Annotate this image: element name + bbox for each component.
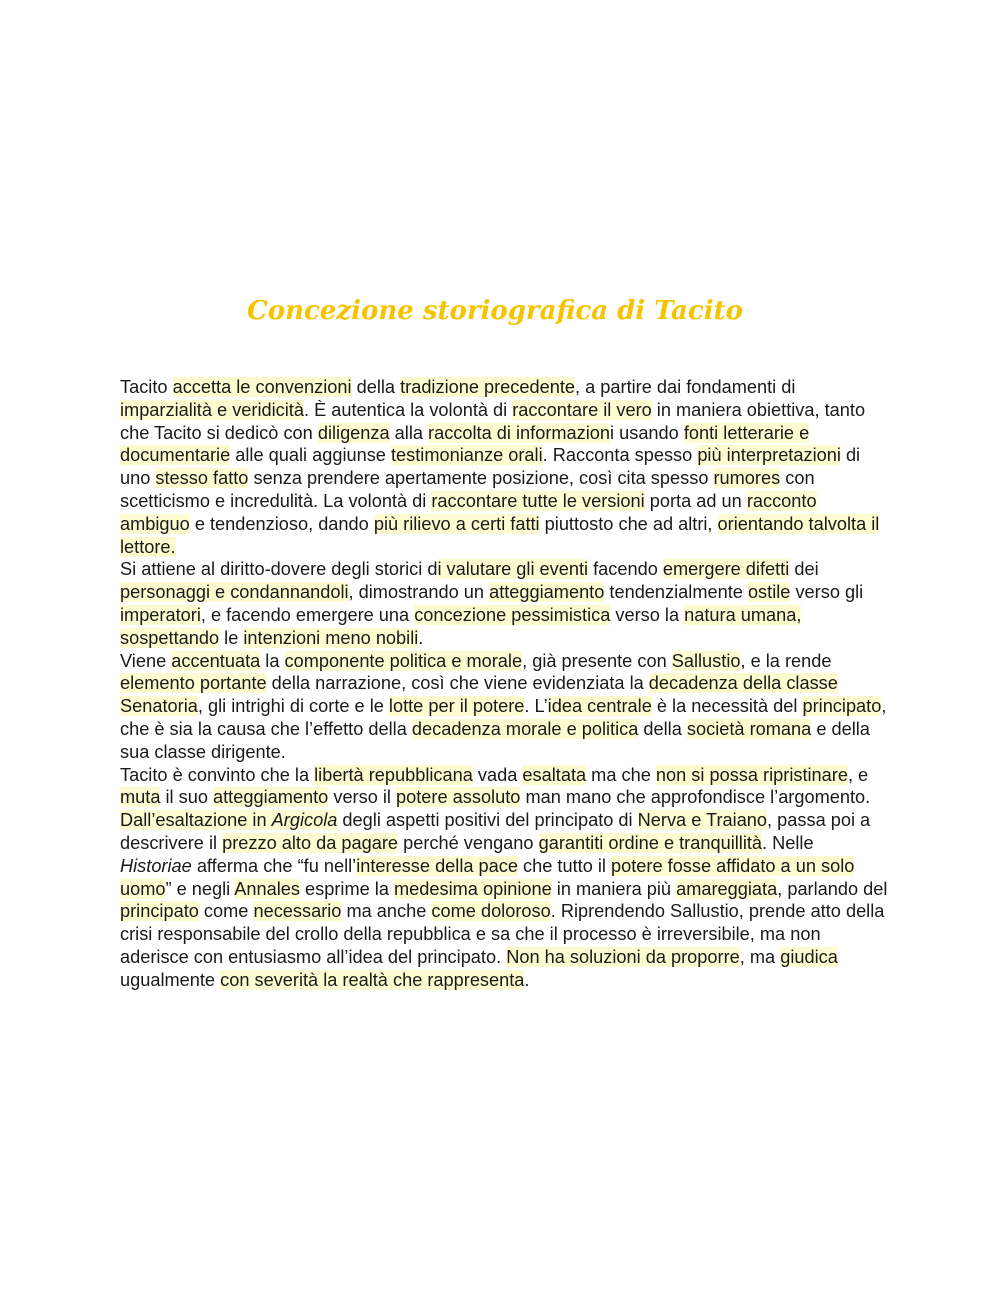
highlighted-text: idea centrale — [547, 696, 652, 717]
text-span: , a partire dai fondamenti di — [575, 377, 796, 397]
text-span: di uno — [120, 445, 861, 489]
text-span: Historiae — [120, 855, 192, 876]
highlighted-text: come doloroso — [431, 901, 551, 922]
highlighted-text: più rilievo a certi fatti — [373, 513, 540, 534]
highlighted-text: Non ha soluzioni da proporre — [506, 946, 740, 967]
text-span: ma anche — [341, 901, 432, 922]
text-span: man mano che approfondisce l’argomento. — [520, 787, 871, 808]
highlighted-text: raccontare il vero — [512, 399, 652, 420]
text-span: alle quali aggiunse — [230, 445, 391, 466]
text-span: , e — [847, 764, 869, 785]
highlighted-text: esaltata — [522, 764, 587, 785]
highlighted-text: imperatori — [120, 604, 201, 625]
highlighted-text: decadenza della classe Senatoria — [120, 673, 838, 717]
text-span: . Riprendendo Sallustio, prende atto della crisi responsabile del crollo della repubblica e sa che il processo è irreversibile, ma non aderisce con entusiasmo all’idea del principato. — [120, 901, 885, 967]
text-span: porta ad un — [644, 490, 747, 511]
highlighted-text: diligenza — [317, 422, 390, 443]
highlighted-text: rumores — [713, 468, 781, 489]
highlighted-text: società romana — [686, 718, 812, 739]
highlighted-text: ostile — [747, 582, 791, 603]
highlighted-text: con severità la realtà che rappresenta — [220, 969, 525, 990]
highlighted-text: raccontare tutte le versioni — [431, 490, 645, 511]
highlighted-text: accentuata — [171, 650, 261, 671]
highlighted-text: Annales — [234, 878, 300, 899]
highlighted-text: testimonianze orali — [390, 445, 543, 466]
text-span: ” e negli — [165, 878, 235, 899]
highlighted-text: garantiti ordine e tranquillità — [538, 832, 763, 853]
text-span: tendenzialmente — [604, 582, 748, 603]
text-span: . — [524, 969, 530, 990]
text-span: , passa poi a descrivere il — [120, 810, 871, 853]
text-span: le — [219, 627, 244, 648]
text-span: , dimostrando un — [348, 582, 490, 603]
text-span: Tacito — [120, 377, 173, 397]
highlighted-text: più interpretazioni — [697, 445, 841, 466]
highlighted-text: raccolta di informazion — [428, 422, 611, 443]
text-span: come — [198, 901, 254, 922]
text-span: che tutto il — [518, 855, 612, 876]
text-span: degli aspetti positivi del principato di — [337, 810, 638, 831]
text-span: , che è sia la causa che l’effetto della — [120, 696, 887, 739]
text-span: verso la — [610, 604, 685, 625]
text-span: della narrazione, così che viene evidenziata la — [266, 673, 649, 694]
text-span: della — [638, 718, 687, 739]
highlighted-text: medesima opinione — [394, 878, 552, 899]
text-span: , già presente con — [522, 650, 672, 671]
text-span: , ma — [739, 946, 781, 967]
text-span: Tacito è convinto che la — [120, 764, 315, 785]
text-span: , parlando del — [777, 878, 888, 899]
highlighted-text: giudica — [780, 946, 838, 967]
text-span: . — [418, 627, 424, 648]
text-span: ugualmente — [120, 969, 221, 990]
text-span: i usando — [610, 422, 684, 443]
highlighted-text: stesso fatto — [155, 468, 249, 489]
highlighted-text: componente politica e morale — [284, 650, 523, 671]
text-span: afferma che “fu nell’ — [191, 855, 357, 876]
text-span: con scetticismo e incredulità. La volontà di — [120, 468, 815, 511]
text-span: verso gli — [790, 582, 864, 603]
paragraph — [120, 558, 890, 649]
text-span: in maniera obiettiva, tanto che Tacito si dedicò con — [120, 399, 866, 443]
text-span: esprime la — [300, 878, 395, 899]
text-span: . Racconta spesso — [542, 445, 698, 466]
highlighted-text: natura umana, sospettando — [120, 604, 802, 648]
highlighted-text: libertà repubblicana — [314, 764, 473, 785]
text-span: ma che — [586, 764, 656, 785]
highlighted-text: decadenza morale e politica — [411, 718, 639, 739]
text-span: , e la rende — [740, 650, 832, 671]
highlighted-text: interesse della pace — [356, 855, 518, 876]
highlighted-text: atteggiamento — [213, 787, 329, 808]
highlighted-text: tradizione precedente — [400, 377, 576, 397]
paragraph — [120, 764, 890, 992]
text-span: . L’ — [524, 696, 548, 717]
highlighted-text: Nerva e Traiano — [637, 810, 768, 831]
text-span: in maniera più — [551, 878, 677, 899]
paragraph — [120, 376, 890, 558]
text-span: perché vengano — [398, 832, 539, 853]
text-span: . Nelle — [762, 832, 814, 853]
highlighted-text: elemento portante — [120, 673, 267, 694]
text-span: , gli intrighi di corte e le — [197, 696, 389, 717]
highlighted-text: emergere difetti — [662, 559, 790, 580]
highlighted-text: racconto ambiguo — [120, 490, 817, 534]
text-span: dei — [789, 559, 819, 580]
highlighted-text: potere fosse affidato a un solo uomo — [120, 855, 855, 899]
text-span: alla — [389, 422, 429, 443]
highlighted-text: principato — [120, 901, 199, 922]
highlighted-text: intenzioni meno nobili — [243, 627, 419, 648]
highlighted-text: principato — [802, 696, 882, 717]
highlighted-text: muta — [120, 787, 161, 808]
paragraph — [120, 650, 890, 764]
text-span: . È autentica la volontà di — [303, 399, 513, 420]
text-span: Si attiene al diritto-dovere degli storici d — [120, 559, 438, 580]
highlighted-text: i valutare gli eventi — [437, 559, 589, 580]
highlighted-text: orientando talvolta il lettore. — [120, 513, 880, 557]
text-span: senza prendere apertamente posizione, così cita spesso — [248, 468, 714, 489]
text-span: è la necessità del — [651, 696, 803, 717]
text-span: la — [260, 650, 285, 671]
page-title: Concezione storiografica di Tacito — [247, 296, 743, 326]
highlighted-text: Argicola — [271, 810, 338, 831]
highlighted-text: Sallustio — [671, 650, 741, 671]
highlighted-text: personaggi e condannandoli — [120, 582, 349, 603]
text-span: verso il — [328, 787, 397, 808]
text-span: vada — [472, 764, 523, 785]
text-span: , e facendo emergere una — [200, 604, 415, 625]
highlighted-text: accetta le convenzioni — [172, 377, 352, 397]
highlighted-text: necessario — [253, 901, 342, 922]
text-span: piuttosto che ad altri, — [539, 513, 718, 534]
text-span: facendo — [588, 559, 663, 580]
highlighted-text: lotte per il potere — [388, 696, 525, 717]
text-span: della — [351, 377, 401, 397]
highlighted-text: imparzialità e veridicità — [120, 399, 304, 420]
text-span: Viene — [120, 650, 172, 671]
highlighted-text: concezione pessimistica — [414, 604, 611, 625]
text-span: e tendenzioso, dando — [189, 513, 374, 534]
highlighted-text: atteggiamento — [489, 582, 605, 603]
document-body — [120, 376, 890, 992]
text-span: il suo — [160, 787, 214, 808]
text-span: e della sua classe dirigente. — [120, 718, 870, 762]
highlighted-text: amareggiata — [676, 878, 778, 899]
highlighted-text: fonti letterarie e documentarie — [120, 422, 810, 466]
highlighted-text: Dall’esaltazione in — [120, 810, 272, 831]
highlighted-text: prezzo alto da pagare — [222, 832, 399, 853]
highlighted-text: non si possa ripristinare — [655, 764, 848, 785]
highlighted-text: potere assoluto — [396, 787, 521, 808]
